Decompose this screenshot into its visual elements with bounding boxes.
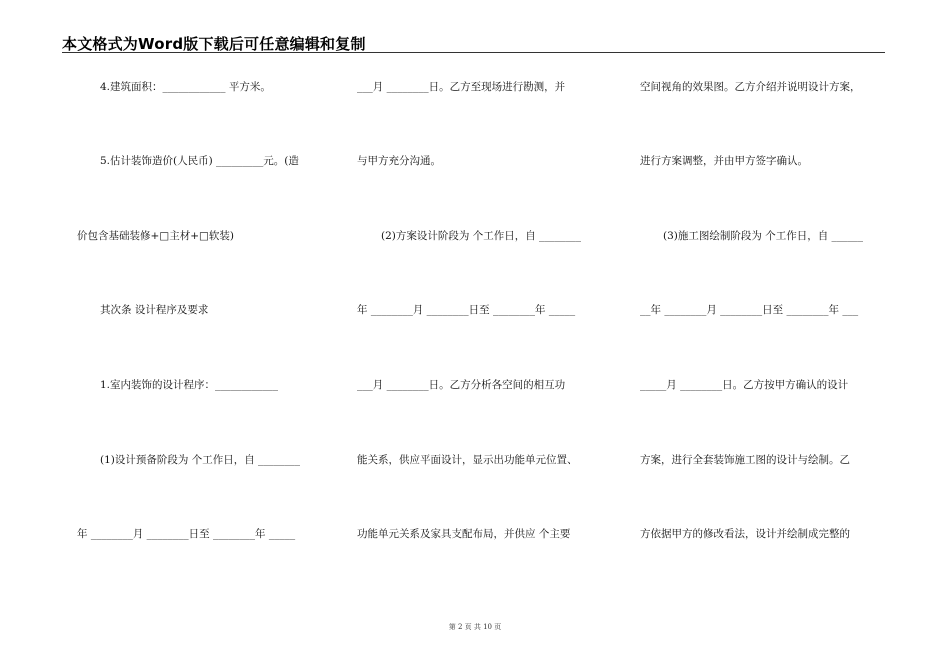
text-line: 价包含基础装修+□主材+□软装) [77, 230, 235, 242]
page-number: 第 2 页 共 10 页 [448, 623, 502, 631]
text-line: 方依据甲方的修改看法，设计并绘制成完整的 [640, 528, 850, 540]
text-line: 5.估计装饰造价(人民币) _________元。(造 [100, 155, 299, 167]
text-line: (3)施工图绘制阶段为 个工作日，自 ______ [663, 230, 864, 242]
header-divider [62, 52, 885, 53]
text-line: 4.建筑面积：____________ 平方米。 [100, 81, 271, 93]
text-line: 年 ________月 ________日至 ________年 _____ [357, 304, 576, 316]
text-line: ___月 ________日。乙方至现场进行勘测，并 [357, 81, 566, 93]
text-line: ___月 ________日。乙方分析各空间的相互功 [357, 379, 566, 391]
text-line: _____月 ________日。乙方按甲方确认的设计 [640, 379, 849, 391]
text-line: __年 ________月 ________日至 ________年 ___ [640, 304, 859, 316]
text-line: 与甲方充分沟通。 [357, 155, 441, 167]
text-line: 空间视角的效果图。乙方介绍并说明设计方案， [640, 81, 861, 93]
text-line: 1.室内装饰的设计程序：____________ [100, 379, 279, 391]
text-line: (2)方案设计阶段为 个工作日，自 ________ [381, 230, 582, 242]
text-line: 功能单元关系及家具支配布局，并供应 个主要 [357, 528, 571, 540]
text-line: 年 ________月 ________日至 ________年 _____ [77, 528, 296, 540]
text-line: 进行方案调整，并由甲方签字确认。 [640, 155, 808, 167]
text-line: 方案，进行全套装饰施工图的设计与绘制。乙 [640, 454, 850, 466]
text-line: 其次条 设计程序及要求 [100, 304, 209, 316]
header-title: 本文格式为Word版下载后可任意编辑和复制 [62, 35, 366, 53]
text-line: 能关系，供应平面设计，显示出功能单元位置、 [357, 454, 578, 466]
text-line: (1)设计预备阶段为 个工作日，自 ________ [100, 454, 301, 466]
